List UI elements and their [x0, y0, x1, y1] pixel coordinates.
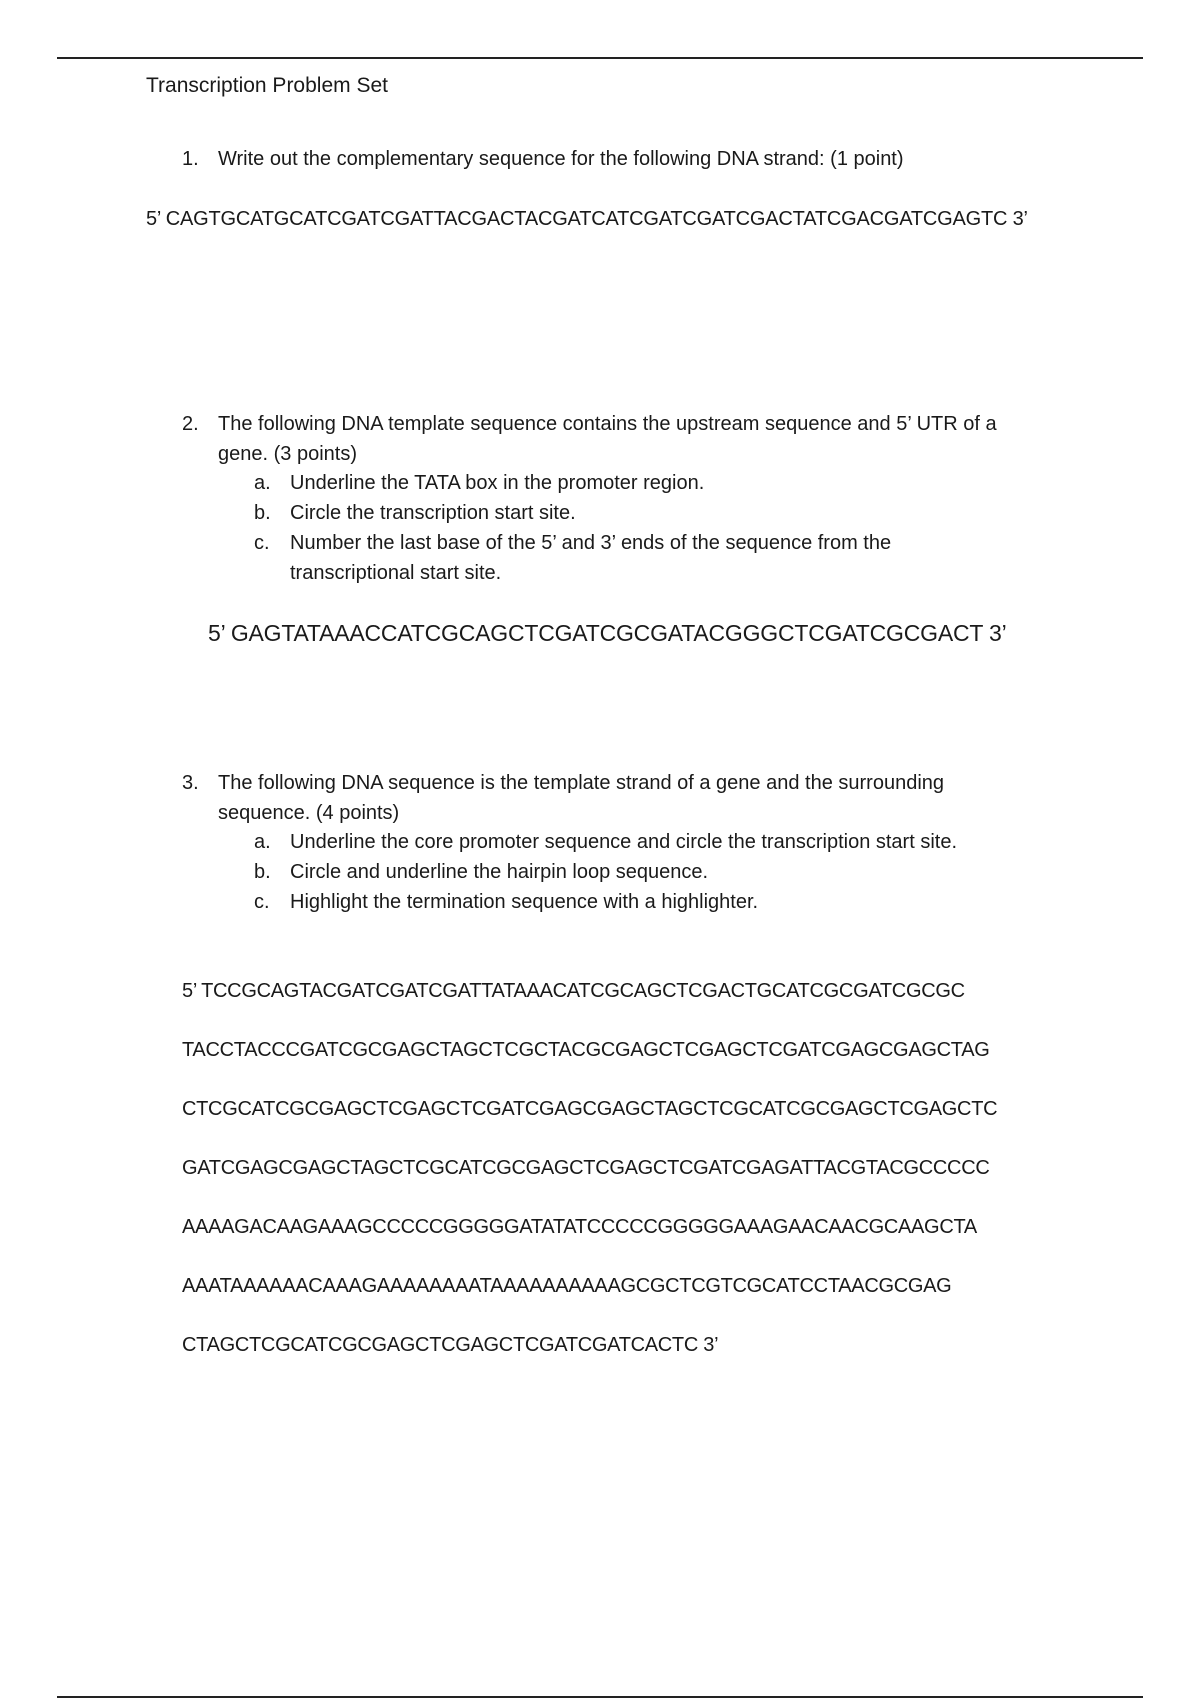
question-2-text-line-1: The following DNA template sequence contains the upstream sequence and 5’ UTR of a	[218, 413, 997, 435]
question-1-sequence: 5’ CAGTGCATGCATCGATCGATTACGACTACGATCATCGATCGATCGACTATCGACGATCGAGTC 3’	[146, 208, 1028, 230]
question-2-text-line-2: gene. (3 points)	[218, 443, 357, 465]
header-rule	[57, 57, 1143, 59]
question-3-sequence-line-4: GATCGAGCGAGCTAGCTCGCATCGCGAGCTCGAGCTCGATCGAGATTACGTACGCCCCC	[182, 1157, 990, 1179]
question-3-subitem-c-label: c.	[254, 891, 270, 913]
question-2-subitem-c-text-line-2: transcriptional start site.	[290, 562, 502, 584]
question-2-subitem-c-text-line-1: Number the last base of the 5’ and 3’ ends of the sequence from the	[290, 532, 892, 554]
footer-rule	[57, 1696, 1143, 1698]
question-3-sequence-line-2: TACCTACCCGATCGCGAGCTAGCTCGCTACGCGAGCTCGAGCTCGATCGAGCGAGCTAG	[182, 1039, 990, 1061]
question-3-subitem-b-text: Circle and underline the hairpin loop sequence.	[290, 861, 709, 883]
question-3-text-line-1: The following DNA sequence is the template strand of a gene and the surrounding	[218, 772, 945, 794]
document-title: Transcription Problem Set	[146, 74, 388, 97]
question-2-subitem-c-label: c.	[254, 532, 270, 554]
question-3-subitem-a-label: a.	[254, 831, 271, 853]
question-3-sequence-line-5: AAAAGACAAGAAAGCCCCCGGGGGATATATCCCCCGGGGGAAAGAACAACGCAAGCTA	[182, 1216, 977, 1238]
question-2-subitem-a-text: Underline the TATA box in the promoter region.	[290, 472, 705, 494]
question-3-number: 3.	[182, 772, 199, 794]
question-3-sequence-line-7: CTAGCTCGCATCGCGAGCTCGAGCTCGATCGATCACTC 3’	[182, 1334, 719, 1356]
question-3-subitem-a-text: Underline the core promoter sequence and circle the transcription start site.	[290, 831, 958, 853]
question-3-sequence-line-3: CTCGCATCGCGAGCTCGAGCTCGATCGAGCGAGCTAGCTCGCATCGCGAGCTCGAGCTC	[182, 1098, 998, 1120]
question-2-sequence: 5’ GAGTATAAACCATCGCAGCTCGATCGCGATACGGGCTCGATCGCGACT 3’	[208, 620, 1007, 646]
question-3-subitem-b-label: b.	[254, 861, 271, 883]
question-1-number: 1.	[182, 148, 199, 170]
question-1-text: Write out the complementary sequence for the following DNA strand: (1 point)	[218, 148, 904, 170]
question-3-sequence-line-1: 5’ TCCGCAGTACGATCGATCGATTATAAACATCGCAGCTCGACTGCATCGCGATCGCGC	[182, 980, 965, 1002]
question-2-subitem-a-label: a.	[254, 472, 271, 494]
question-3-subitem-c-text: Highlight the termination sequence with a highlighter.	[290, 891, 759, 913]
question-3-text-line-2: sequence. (4 points)	[218, 802, 400, 824]
question-2-number: 2.	[182, 413, 199, 435]
question-3-sequence-line-6: AAATAAAAAACAAAGAAAAAAAATAAAAAAAAAAGCGCTCGTCGCATCCTAACGCGAG	[182, 1275, 952, 1297]
question-2-subitem-b-label: b.	[254, 502, 271, 524]
question-2-subitem-b-text: Circle the transcription start site.	[290, 502, 576, 524]
